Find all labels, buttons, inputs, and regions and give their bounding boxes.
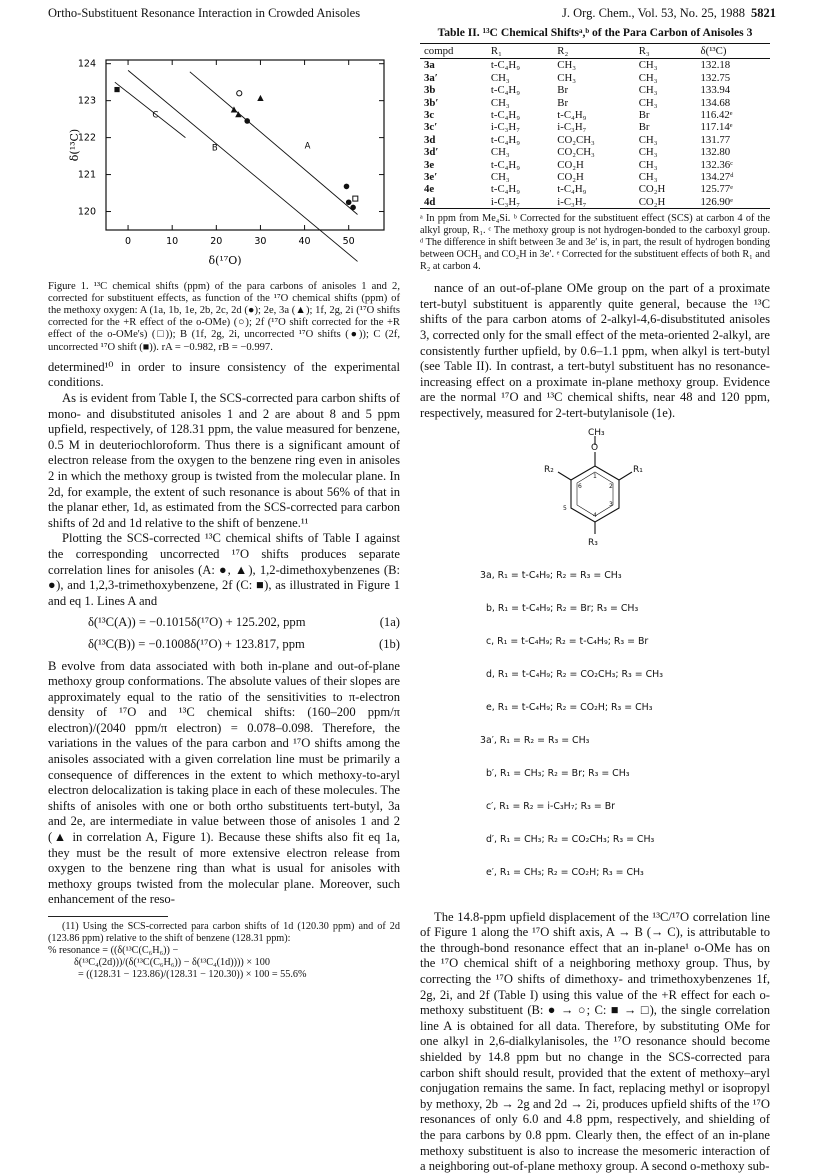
x-tick-label: 20 <box>210 236 223 247</box>
table-cell: 132.36ᶜ <box>700 158 733 171</box>
table-cell: t-C₄H₉ <box>490 158 520 171</box>
left-column <box>48 46 400 981</box>
paragraph: The 14.8-ppm upfield displacement of the ¹³C/¹⁷O correlation line of Figure 1 along the ¹⁷O shift axis, A → B (→ C), is attributable to the through-bond resonance effect that an in-plane¹ o-OMe has on the ¹⁷O chemical shift of a neighboring methoxy group. Thus, by correcting the ¹⁷O shifts of dimethoxy- and trimethoxybenzenes 1f, 2g, 2i, and 2f (Table I) using this value of the +R effect for each o-methoxy substituent (B: ● → ○; C: ■ → □), the single correlation line A is obtained for all data. Therefore, by substituting OMe for one alkyl in 2,6-dialkylanisoles, the ¹⁷O resonance should become shielded by 14.8 ppm but no change in the SCS-corrected para carbon shift should result, provided that the extent of methoxy–aryl conjugation remains the same. In fact, replacing methyl or isopropyl by methoxy, 2b → 2g and 2d → 2i, produces upfield shifts of the ¹⁷O resonances of only 6.0 and 4.8 ppm, respectively, and shielding of the para carbons by 0.8 ppm. Clearly then, the effect of an in-plane methoxy substituent is also to increase the mesomeric interaction of a neighboring out-of-plane methoxy group. A second o-methoxy sub- <box>420 909 770 1174</box>
position-label: 3 <box>609 500 613 508</box>
table-cell: i-C₃H₇ <box>557 121 587 134</box>
paragraph: B evolve from data associated with both in-plane and out-of-plane methoxy group conformations. The absolute values of their slopes are approximately equal to the ratio of the sensitivities to π-electron density of ¹⁷O and ¹³C chemical shifts: (160–200 ppm/π electron)/(2040 ppm/π electron) = 0.078–0.098. Therefore, the variations in the values of the para carbon and ¹⁷O shifts among the anisoles associated with a given correlation line must be primarily a consequence of differences in the extent to which methoxy-to-aryl electron delocalization is taking place in each of these molecules. The shifts of anisoles with one or both ortho substituents tert-butyl, 3a and 2e, are intermediate in value between those of anisoles 1 and 2 (▲ in correlation A, Figure 1). Because these shifts also fit eq 1a, they must be the result of more extensive electron release from oxygen to the benzene ring than what is usual for anisoles with methoxy groups twisted from the molecular plane. Moreover, such enhancement of the reso- <box>48 658 400 907</box>
table-cell: CO₂CH₃ <box>557 133 595 146</box>
table-2-footnotes: ᵃ In ppm from Me₄Si. ᵇ Corrected for the substituent effect (SCS) at carbon 4 of the alkyl group, R₁. ᶜ The methoxy group is not hydrogen-bonded to the carboxyl group. ᵈ The difference in shift between 3e and 3e′ is, in part, the result of hydrogen bonding between OCH₃ and CO₂H in 3e′. ᵉ Corrected for the substituent effects of both R₁ and R₂ at carbon 4. <box>420 213 770 273</box>
column-header: δ(¹³C) <box>697 44 770 59</box>
table-cell: i-C₃H₇ <box>490 121 520 134</box>
table-2-title: Table II. ¹³C Chemical Shiftsᵃ,ᵇ of the Para Carbon of Anisoles 3 <box>437 26 753 39</box>
table-row <box>420 84 770 96</box>
table-row <box>420 59 770 72</box>
r1-label: R₁ <box>633 464 643 475</box>
position-label: 6 <box>578 482 582 490</box>
table-cell: CH₃ <box>638 96 658 109</box>
footnote-formula-line: % resonance = ((δ(¹³C(C₆H₆)) − <box>48 945 179 956</box>
compound-id-cell: 3e′ <box>424 171 438 184</box>
right-column <box>420 26 770 1175</box>
table-cell: CO₂H <box>638 183 666 196</box>
footnote-text: (11) Using the SCS-corrected para carbon shifts of 1d (120.30 ppm) and of 2d (123.86 ppm) relative to the shift of benzene (128.31 ppm): <box>48 921 400 944</box>
table-cell: CH₃ <box>557 71 577 84</box>
legend-line: b, R₁ = t-C₄H₉; R₂ = Br; R₃ = CH₃ <box>480 602 639 614</box>
x-tick-label: 10 <box>166 236 179 247</box>
table-cell: CH₃ <box>638 146 658 159</box>
plot-frame <box>106 60 384 230</box>
table-cell: CH₃ <box>490 171 510 184</box>
equation-label: (1b) <box>379 636 400 651</box>
y-tick-label: 123 <box>77 95 96 107</box>
footnote-formula-line: = ((128.31 − 123.86)/(128.31 − 120.30)) × 100 = 55.6% <box>78 969 307 980</box>
footnote-formula-line: δ(¹³C₄(2d)))/(δ(¹³C(C₆H₆)) − δ(¹³C₄(1d)))) × 100 <box>74 957 270 968</box>
equation-text: δ(¹³C(A)) = −0.1015δ(¹⁷O) + 125.202, ppm <box>88 615 306 630</box>
table-row <box>420 97 770 109</box>
table-row <box>420 134 770 146</box>
compound-id-cell: 4e <box>424 183 435 196</box>
table-cell: 125.77ᵉ <box>700 183 733 196</box>
column-header: R₃ <box>635 44 697 59</box>
table-row <box>420 121 770 133</box>
position-label: 2 <box>609 482 613 490</box>
legend-line: e′, R₁ = CH₃; R₂ = CO₂H; R₃ = CH₃ <box>480 866 644 878</box>
y-tick-label: 122 <box>77 132 96 144</box>
table-cell: 133.94 <box>700 84 731 97</box>
methyl-label: CH₃ <box>588 427 605 438</box>
table-cell: t-C₄H₉ <box>557 183 587 196</box>
benzene-ring-structure <box>420 428 770 548</box>
table-cell: CH₃ <box>638 158 658 171</box>
table-cell: t-C₄H₉ <box>490 133 520 146</box>
compound-id-cell: 3d <box>424 133 436 146</box>
table-row <box>420 183 770 195</box>
position-label: 5 <box>563 504 567 512</box>
y-tick-label: 120 <box>77 206 96 218</box>
position-label: 4 <box>593 511 597 519</box>
x-tick-label: 30 <box>254 236 267 247</box>
table-cell: CO₂H <box>635 196 697 209</box>
paragraph: As is evident from Table I, the SCS-corrected para carbon shifts of mono- and disubstituted anisoles 1 and 2 are about 8 and 5 ppm upfield, respectively, of 128.31 ppm, the value measured for benzene, 0.5 M in deuteriochloroform. Thus there is a significant amount of electron release from the oxygen to the benzene ring even in anisoles 2 in which the methoxy group is twisted from the molecular plane. In 2d, for example, the extent of such resonance is about 56% of that in the planar ether, 1d, as estimated from the SCS-corrected para carbon shifts of 2d and 1d relative to the shift of benzene.¹¹ <box>48 391 400 530</box>
footnote-11 <box>48 921 400 981</box>
table-cell: CO₂H <box>557 171 584 184</box>
figure-1-caption: Figure 1. ¹³C chemical shifts (ppm) of the para carbons of anisoles 1 and 2, corrected for substituent effects, as function of the ¹⁷O chemical shifts (ppm) of the methoxy oxygen: A (1a, 1b, 1e, 2b, 2c, 2d (●); 2e, 3a (▲); 1f, 2g, 2i (¹⁷O shifts corrected for the +R effect of the o-OMe) (○); 2f (¹⁷O shift corrected for the +R effect of the o-OMe's) (□)); B (1f, 2g, 2i, uncorrected ¹⁷O shifts (●)); C (2f, uncorrected ¹⁷O shift (■)). rA = −0.982, rB = −0.997. <box>48 280 400 353</box>
table-cell: CH₃ <box>638 84 658 97</box>
table-cell: t-C₄H₉ <box>490 59 520 72</box>
table-cell: 117.14ᵉ <box>700 121 733 134</box>
data-point <box>353 196 358 201</box>
r2-label: R₂ <box>544 464 554 475</box>
table-cell: CH₃ <box>490 146 510 159</box>
y-tick-label: 121 <box>77 169 96 181</box>
chemical-structure <box>420 428 770 548</box>
table-cell: 132.75 <box>700 71 731 84</box>
compound-id-cell: 3d′ <box>424 146 439 159</box>
compound-id-cell: 3a <box>424 59 435 72</box>
legend-line: d′, R₁ = CH₃; R₂ = CO₂CH₃; R₃ = CH₃ <box>480 833 655 845</box>
compound-id-cell: 4d <box>420 196 487 209</box>
correlation-line-c <box>115 82 186 137</box>
compound-id-cell: 3a′ <box>424 71 438 84</box>
table-2 <box>420 43 770 209</box>
table-cell: 134.27ᵈ <box>700 171 734 184</box>
y-axis-label: δ(¹³C) <box>68 128 81 162</box>
running-header-title: Ortho-Substituent Resonance Interaction in Crowded Anisoles <box>48 6 361 20</box>
table-cell: Br <box>638 121 650 134</box>
x-tick-label: 40 <box>298 236 311 247</box>
table-cell: CH₃ <box>490 71 510 84</box>
compound-id-cell: 3e <box>424 158 435 171</box>
line-label: B <box>211 143 218 154</box>
column-header: R₁ <box>487 44 553 59</box>
equation-1a <box>48 615 400 631</box>
compound-id-cell: 3c <box>424 109 435 122</box>
table-cell: 126.90ᵉ <box>697 196 770 209</box>
compound-id-cell: 3c′ <box>424 121 438 134</box>
equation-text: δ(¹³C(B)) = −0.1008δ(¹⁷O) + 123.817, ppm <box>88 636 305 651</box>
table-row <box>420 171 770 183</box>
legend-line: d, R₁ = t-C₄H₉; R₂ = CO₂CH₃; R₃ = CH₃ <box>480 668 663 680</box>
data-point <box>257 95 263 101</box>
data-point <box>114 87 119 92</box>
line-label: A <box>304 141 311 152</box>
table-cell: Br <box>638 109 650 122</box>
equation-1b <box>48 637 400 653</box>
r3-label: R₃ <box>588 537 598 548</box>
running-header-citation <box>562 6 776 21</box>
structure-legend <box>480 548 770 900</box>
paragraph: determined¹⁰ in order to insure consistency of the experimental conditions. <box>48 359 400 390</box>
table-cell: 131.77 <box>700 133 731 146</box>
table-cell: t-C₄H₉ <box>557 109 587 122</box>
compound-id-cell: 3b′ <box>424 96 439 109</box>
paragraph: nance of an out-of-plane OMe group on the part of a proximate tert-butyl substituent is apparently quite general, because the ¹³C shifts of the para carbon atoms of 2-alkyl-4,6-disubstituted anisoles 3, corrected only for the small effect of the meta-oriented 2-alkyl, are consistently further upfield, by 0.6–1.1 ppm, when alkyl is tert-butyl (see Table II). In contrast, a tert-butyl substituent has no resonance-increasing effect on a proximate in-plane methoxy group. Evidence are the normal ¹⁷O and ¹³C chemical shifts, near 48 and 120 ppm, respectively, measured for 2-tert-butylanisole (1e). <box>420 281 770 421</box>
column-header: R₂ <box>553 44 634 59</box>
journal-citation: J. Org. Chem., Vol. 53, No. 25, 1988 <box>561 6 745 20</box>
table-cell: CH₃ <box>638 171 658 184</box>
legend-line: e, R₁ = t-C₄H₉; R₂ = CO₂H; R₃ = CH₃ <box>480 701 653 713</box>
legend-line: 3a, R₁ = t-C₄H₉; R₂ = R₃ = CH₃ <box>480 569 622 581</box>
table-row <box>420 159 770 171</box>
data-point <box>350 205 356 211</box>
table-cell: CH₃ <box>490 96 510 109</box>
figure-1-chart <box>48 46 400 274</box>
column-header: compd <box>420 44 487 59</box>
position-label: 1 <box>593 472 597 480</box>
x-axis-label: δ(¹⁷O) <box>208 254 242 267</box>
table-row <box>420 146 770 158</box>
legend-line: c, R₁ = t-C₄H₉; R₂ = t-C₄H₉; R₃ = Br <box>480 635 649 647</box>
page-number: 5821 <box>751 6 776 20</box>
legend-line: c′, R₁ = R₂ = i-C₃H₇; R₃ = Br <box>480 800 615 812</box>
table-cell: Br <box>557 96 569 109</box>
table-cell: CH₃ <box>638 133 658 146</box>
x-tick-label: 50 <box>342 236 355 247</box>
table-row <box>420 109 770 121</box>
table-cell: CH₃ <box>638 59 658 72</box>
table-cell: CH₃ <box>638 71 658 84</box>
data-point <box>344 184 350 190</box>
equation-label: (1a) <box>379 615 400 630</box>
table-row <box>420 72 770 84</box>
correlation-line-b <box>128 70 357 261</box>
table-cell: CO₂CH₃ <box>557 146 595 159</box>
table-header-row <box>420 44 770 59</box>
footnote-rule <box>48 916 168 917</box>
paragraph: Plotting the SCS-corrected ¹³C chemical shifts of Table I against the corresponding uncorrected ¹⁷O shifts produces separate correlation lines for anisoles (A: ●, ▲), 1,2-dimethoxybenzenes (B: ●), and 1,2,3-trimethoxybenzene, 2f (C: ■), as illustrated in Figure 1 and eq 1. Lines A and <box>48 531 400 608</box>
legend-line: b′, R₁ = CH₃; R₂ = Br; R₃ = CH₃ <box>480 767 630 779</box>
data-point <box>237 91 242 96</box>
data-point <box>244 118 250 124</box>
table-cell: t-C₄H₉ <box>490 109 520 122</box>
table-cell: 132.80 <box>700 146 731 159</box>
legend-line: 3a′, R₁ = R₂ = R₃ = CH₃ <box>480 734 590 746</box>
compound-id-cell: 3b <box>424 84 436 97</box>
table-cell: t-C₄H₉ <box>490 84 520 97</box>
table-cell: Br <box>557 84 569 97</box>
line-label: C <box>152 110 159 121</box>
table-cell: i-C₃H₇ <box>487 196 553 209</box>
table-row <box>420 196 770 209</box>
table-cell: 132.18 <box>700 59 731 72</box>
x-tick-label: 0 <box>125 236 132 247</box>
table-cell: 134.68 <box>700 96 731 109</box>
oxygen-label: O <box>591 442 599 453</box>
y-tick-label: 124 <box>77 58 96 70</box>
table-cell: 116.42ᵉ <box>700 109 733 122</box>
table-cell: i-C₃H₇ <box>553 196 634 209</box>
table-cell: t-C₄H₉ <box>490 183 520 196</box>
table-cell: CH₃ <box>557 59 577 72</box>
table-cell: CO₂H <box>557 158 584 171</box>
data-point <box>346 199 352 205</box>
